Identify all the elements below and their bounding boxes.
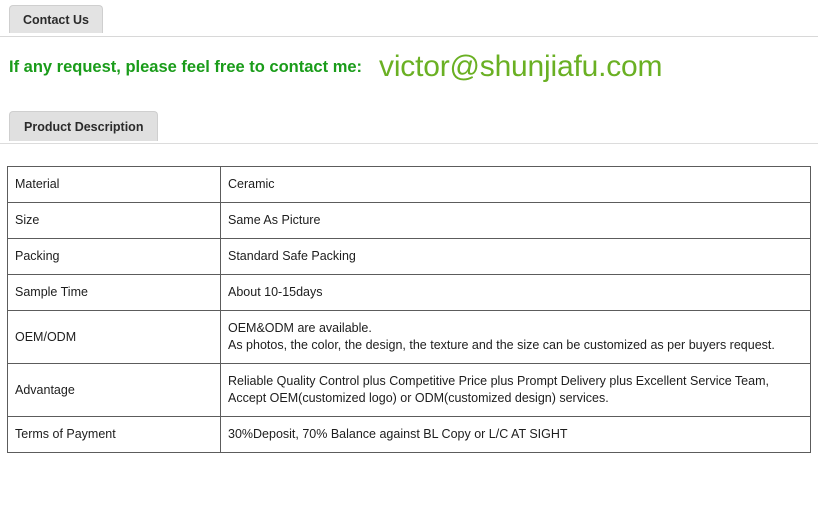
spec-label: Packing	[8, 239, 221, 275]
table-row	[8, 239, 811, 275]
spec-value: 30%Deposit, 70% Balance against BL Copy or L/C AT SIGHT	[221, 417, 811, 453]
contact-banner	[0, 37, 818, 93]
spec-value: Same As Picture	[221, 203, 811, 239]
spec-label: Sample Time	[8, 275, 221, 311]
spec-label: Material	[8, 167, 221, 203]
spec-label: Advantage	[8, 364, 221, 417]
spec-value: Ceramic	[221, 167, 811, 203]
tab-contact-us[interactable]: Contact Us	[9, 5, 103, 33]
table-row	[8, 417, 811, 453]
table-row	[8, 311, 811, 364]
spec-label: Terms of Payment	[8, 417, 221, 453]
spec-value-line: As photos, the color, the design, the texture and the size can be customized as per buyers request.	[228, 338, 775, 352]
contact-prompt: If any request, please feel free to contact me:	[9, 57, 363, 76]
spec-value: About 10-15days	[221, 275, 811, 311]
table-row	[8, 203, 811, 239]
spec-table-body	[8, 167, 811, 453]
product-detail-page	[0, 5, 818, 511]
spec-label: OEM/ODM	[8, 311, 221, 364]
spec-value: Standard Safe Packing	[221, 239, 811, 275]
spec-value: Reliable Quality Control plus Competitive Price plus Prompt Delivery plus Excellent Service Team, Accept OEM(customized logo) or ODM(customized design) services.	[221, 364, 811, 417]
product-spec-table	[7, 166, 811, 453]
table-row	[8, 364, 811, 417]
contact-email[interactable]: victor@shunjiafu.com	[379, 50, 663, 83]
table-row	[8, 275, 811, 311]
spec-value	[221, 311, 811, 364]
table-row	[8, 167, 811, 203]
contact-tab-strip	[0, 5, 818, 37]
tab-product-description[interactable]: Product Description	[9, 111, 158, 141]
spec-value-line: OEM&ODM are available.	[228, 321, 372, 335]
spec-table-wrapper	[0, 144, 818, 453]
spec-label: Size	[8, 203, 221, 239]
product-tab-strip	[0, 111, 818, 144]
